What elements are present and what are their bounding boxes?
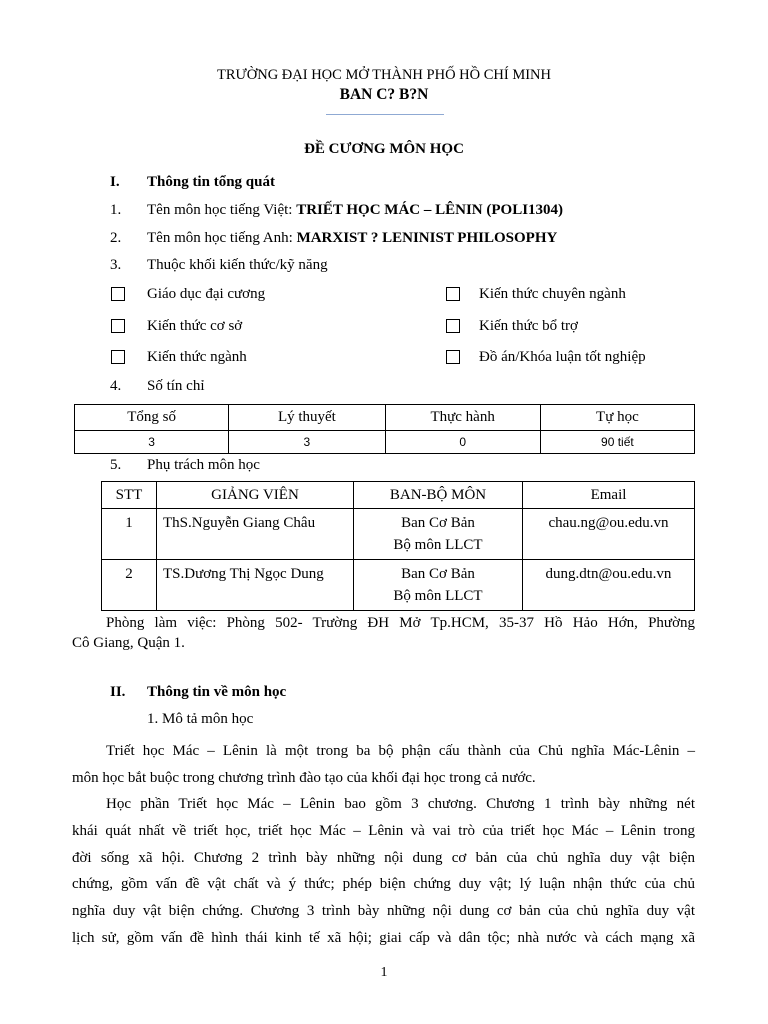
- item5-number: 5.: [110, 457, 122, 473]
- instructor-email: chau.ng@ou.edu.vn: [523, 509, 695, 560]
- document-title: ĐỀ CƯƠNG MÔN HỌC: [304, 141, 464, 157]
- section2-title: Thông tin về môn học: [147, 684, 287, 700]
- instructors-header-lecturer: GIẢNG VIÊN: [157, 482, 354, 509]
- checkbox-label-foundation-knowledge: Kiến thức cơ sở: [147, 318, 243, 334]
- item2-value: MARXIST ? LENINIST PHILOSOPHY: [296, 230, 558, 246]
- checkbox-label-thesis: Đồ án/Khóa luận tốt nghiệp: [479, 349, 646, 365]
- instructors-header-row: [102, 482, 695, 509]
- credits-table: [74, 404, 695, 454]
- paragraph-line: lịch sử, gồm vấn đề hình thái kinh tế xã hội; giai cấp và dân tộc; nhà nước và cách mạng xã: [72, 929, 695, 946]
- section1-title: Thông tin tổng quát: [147, 174, 275, 190]
- instructors-header-stt: STT: [102, 482, 157, 509]
- checkbox-label-major-knowledge: Kiến thức ngành: [147, 349, 247, 365]
- section1-number: I.: [110, 174, 120, 190]
- item1-number: 1.: [110, 202, 122, 218]
- university-name: TRƯỜNG ĐẠI HỌC MỞ THÀNH PHỐ HỒ CHÍ MINH: [216, 67, 551, 83]
- checkbox-label-general-education: Giáo dục đại cương: [147, 286, 266, 302]
- paragraph-line: khái quát nhất về triết học, triết học Mác – Lênin và vai trò của triết học Mác – Lênin trong: [72, 822, 695, 839]
- item5-label: Phụ trách môn học: [147, 457, 260, 473]
- item1-value: TRIẾT HỌC MÁC – LÊNIN (POLI1304): [296, 202, 564, 218]
- paragraph-line: Triết học Mác – Lênin là một trong ba bộ phận cấu thành của Chủ nghĩa Mác-Lênin –: [106, 743, 695, 759]
- instructor-stt: 2: [102, 560, 157, 611]
- instructor-department: [354, 509, 523, 560]
- instructors-header-department: BAN-BỘ MÔN: [354, 482, 523, 509]
- checkbox-general-education[interactable]: [111, 287, 125, 301]
- checkbox-label-specialized-knowledge: Kiến thức chuyên ngành: [479, 286, 626, 302]
- section2-number: II.: [110, 684, 126, 700]
- checkbox-thesis[interactable]: [446, 350, 460, 364]
- office-line-2: Cô Giang, Quận 1.: [72, 635, 185, 651]
- instructor-name: ThS.Nguyễn Giang Châu: [157, 509, 354, 560]
- table-row: [102, 509, 695, 560]
- credits-header-theory: Lý thuyết: [229, 405, 385, 431]
- checkbox-specialized-knowledge[interactable]: [446, 287, 460, 301]
- item3-number: 3.: [110, 257, 122, 273]
- instructor-department-line2: Bộ môn LLCT: [393, 537, 483, 553]
- instructors-header-email: Email: [523, 482, 695, 509]
- instructor-name: TS.Dương Thị Ngọc Dung: [157, 560, 354, 611]
- credits-header-total: Tổng số: [75, 405, 229, 431]
- page-number: 1: [380, 965, 388, 980]
- office-paragraph: [72, 613, 695, 653]
- credits-header-self-study: Tự học: [540, 405, 694, 431]
- paragraph-line: đời sống xã hội. Chương 2 trình bày những nội dung cơ bản của chủ nghĩa duy vật biện: [72, 849, 695, 866]
- checkbox-major-knowledge[interactable]: [111, 350, 125, 364]
- credits-header-practice: Thực hành: [385, 405, 540, 431]
- credits-value-row: [75, 431, 695, 454]
- paragraph-line: Học phần Triết học Mác – Lênin bao gồm 3 chương. Chương 1 trình bày những nét: [106, 796, 695, 812]
- paragraph-line: nghĩa duy vật biện chứng. Chương 3 trình bày những nội dung cơ bản của chủ nghĩa duy vật: [72, 903, 695, 920]
- header-divider: [326, 114, 444, 115]
- credits-value-theory: 3: [229, 431, 385, 454]
- checkbox-label-supplementary-knowledge: Kiến thức bổ trợ: [479, 318, 578, 334]
- item4-number: 4.: [110, 378, 122, 394]
- instructor-email: dung.dtn@ou.edu.vn: [523, 560, 695, 611]
- credits-header-row: [75, 405, 695, 431]
- department-name: BAN C? B?N: [339, 86, 429, 103]
- paragraph-line: chứng, gồm vấn đề vật chất và ý thức; phép biện chứng duy vật; lý luận nhận thức của chủ: [72, 876, 695, 893]
- checkbox-foundation-knowledge[interactable]: [111, 319, 125, 333]
- instructor-department-line1: Ban Cơ Bản: [401, 566, 475, 582]
- item2-label: Tên môn học tiếng Anh:: [147, 230, 293, 246]
- instructor-stt: 1: [102, 509, 157, 560]
- checkbox-supplementary-knowledge[interactable]: [446, 319, 460, 333]
- office-line-1: Phòng làm việc: Phòng 502- Trường ĐH Mở Tp.HCM, 35-37 Hồ Hảo Hớn, Phường: [106, 615, 695, 631]
- paragraph-line: môn học bắt buộc trong chương trình đào tạo của khối đại học trong cả nước.: [72, 769, 536, 786]
- item2-number: 2.: [110, 230, 122, 246]
- item1-label: Tên môn học tiếng Việt:: [147, 202, 293, 218]
- item4-label: Số tín chỉ: [147, 378, 205, 394]
- credits-value-total: 3: [75, 431, 229, 454]
- description-paragraph-1: [72, 738, 695, 791]
- subsection-description-title: 1. Mô tả môn học: [147, 711, 254, 727]
- instructor-department-line1: Ban Cơ Bản: [401, 515, 475, 531]
- credits-value-self-study: 90 tiết: [540, 431, 694, 454]
- instructor-department-line2: Bộ môn LLCT: [393, 588, 483, 604]
- table-row: [102, 560, 695, 611]
- item1-course-vn: [147, 202, 563, 219]
- item2-course-en: [147, 230, 557, 247]
- instructor-department: [354, 560, 523, 611]
- item3-label: Thuộc khối kiến thức/kỹ năng: [147, 257, 328, 273]
- description-paragraph-2: [72, 791, 695, 952]
- instructors-table: [101, 481, 695, 611]
- credits-value-practice: 0: [385, 431, 540, 454]
